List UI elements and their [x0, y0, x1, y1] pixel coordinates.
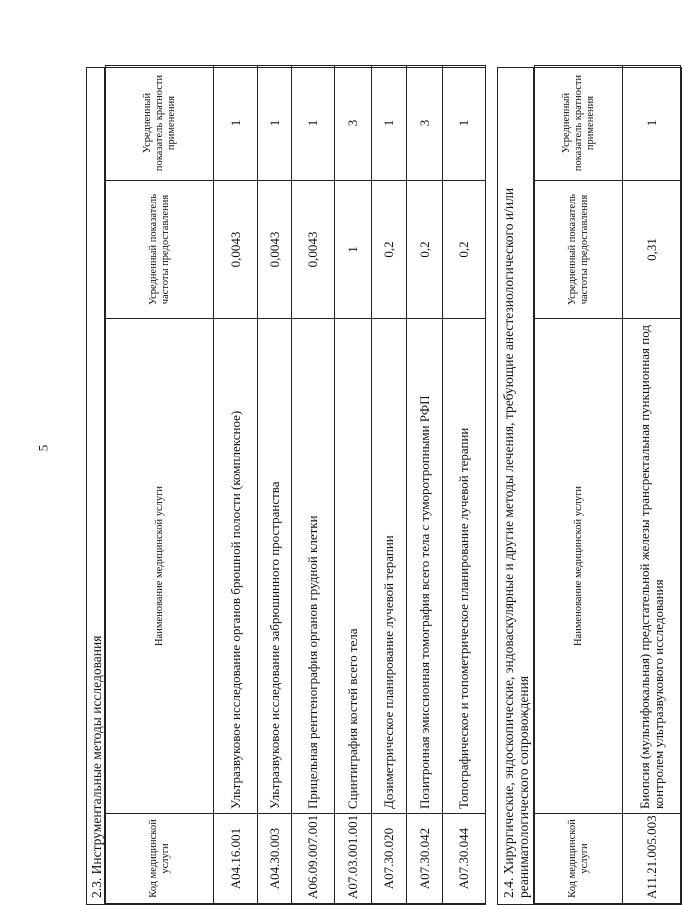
header-name: Наименование медицинской услуги — [535, 319, 623, 814]
multiplicity-value: 1 — [372, 66, 407, 181]
multiplicity-value: 1 — [443, 66, 486, 181]
multiplicity-value: 3 — [335, 66, 372, 181]
frequency-value: 0,31 — [623, 181, 681, 319]
table-row — [335, 66, 372, 904]
page-number: 5 — [35, 444, 51, 452]
service-code: A07.30.044 — [443, 814, 486, 904]
services-table — [105, 65, 486, 904]
frequency-value: 0,2 — [443, 181, 486, 319]
services-table — [534, 65, 681, 904]
section-surgical — [497, 67, 682, 905]
frequency-value: 0,2 — [372, 181, 407, 319]
service-name: Ультразвуковое исследование органов брюшной полости (комплексное) — [214, 319, 258, 814]
header-code: Код медицинской услуги — [535, 814, 623, 904]
service-code: A07.30.020 — [372, 814, 407, 904]
header-code: Код медицинской услуги — [106, 814, 214, 904]
header-multiplicity: Усредненный показатель кратности применения — [535, 66, 623, 181]
multiplicity-value: 1 — [623, 66, 681, 181]
table-row — [214, 66, 258, 904]
multiplicity-value: 1 — [292, 66, 335, 181]
service-code: A06.09.007.001 — [292, 814, 335, 904]
section-title: 2.4. Хирургические, эндоскопические, эндоваскулярные и другие методы лечения, требующие анестезиологического и/или реаниматологического сопровождения — [497, 68, 534, 904]
service-name: Прицельная рентгенография органов грудной клетки — [292, 319, 335, 814]
frequency-value: 0,0043 — [258, 181, 292, 319]
header-frequency: Усредненный показатель частоты предоставления — [535, 181, 623, 319]
service-code: A07.03.001.001 — [335, 814, 372, 904]
multiplicity-value: 1 — [214, 66, 258, 181]
table-header-row — [106, 66, 214, 904]
table-row — [623, 66, 681, 904]
header-frequency: Усредненный показатель частоты предоставления — [106, 181, 214, 319]
header-name: Наименование медицинской услуги — [106, 319, 214, 814]
table-row — [258, 66, 292, 904]
service-code: A04.30.003 — [258, 814, 292, 904]
service-name: Дозиметрическое планирование лучевой терапии — [372, 319, 407, 814]
table-row — [407, 66, 443, 904]
multiplicity-value: 1 — [258, 66, 292, 181]
table-header-row — [535, 66, 623, 904]
service-code: A04.16.001 — [214, 814, 258, 904]
service-code: A11.21.005.003 — [623, 814, 681, 904]
service-name: Биопсия (мультифокальная) предстательной железы трансректальная пункционная под контролем ультразвукового исследования — [623, 319, 681, 814]
service-name: Ультразвуковое исследование забрюшинного пространства — [258, 319, 292, 814]
frequency-value: 0,0043 — [214, 181, 258, 319]
header-multiplicity: Усредненный показатель кратности применения — [106, 66, 214, 181]
service-name: Позитронная эмиссионная томография всего тела с туморотропными РФП — [407, 319, 443, 814]
table-row — [292, 66, 335, 904]
rotated-document — [86, 67, 666, 905]
table-row — [372, 66, 407, 904]
multiplicity-value: 3 — [407, 66, 443, 181]
table-row — [443, 66, 486, 904]
section-instrumental — [86, 67, 486, 905]
service-code: A07.30.042 — [407, 814, 443, 904]
frequency-value: 1 — [335, 181, 372, 319]
frequency-value: 0,0043 — [292, 181, 335, 319]
service-name: Топографическое и топометрическое планирование лучевой терапии — [443, 319, 486, 814]
frequency-value: 0,2 — [407, 181, 443, 319]
section-title: 2.3. Инструментальные методы исследования — [87, 68, 105, 904]
service-name: Сцинтиграфия костей всего тела — [335, 319, 372, 814]
